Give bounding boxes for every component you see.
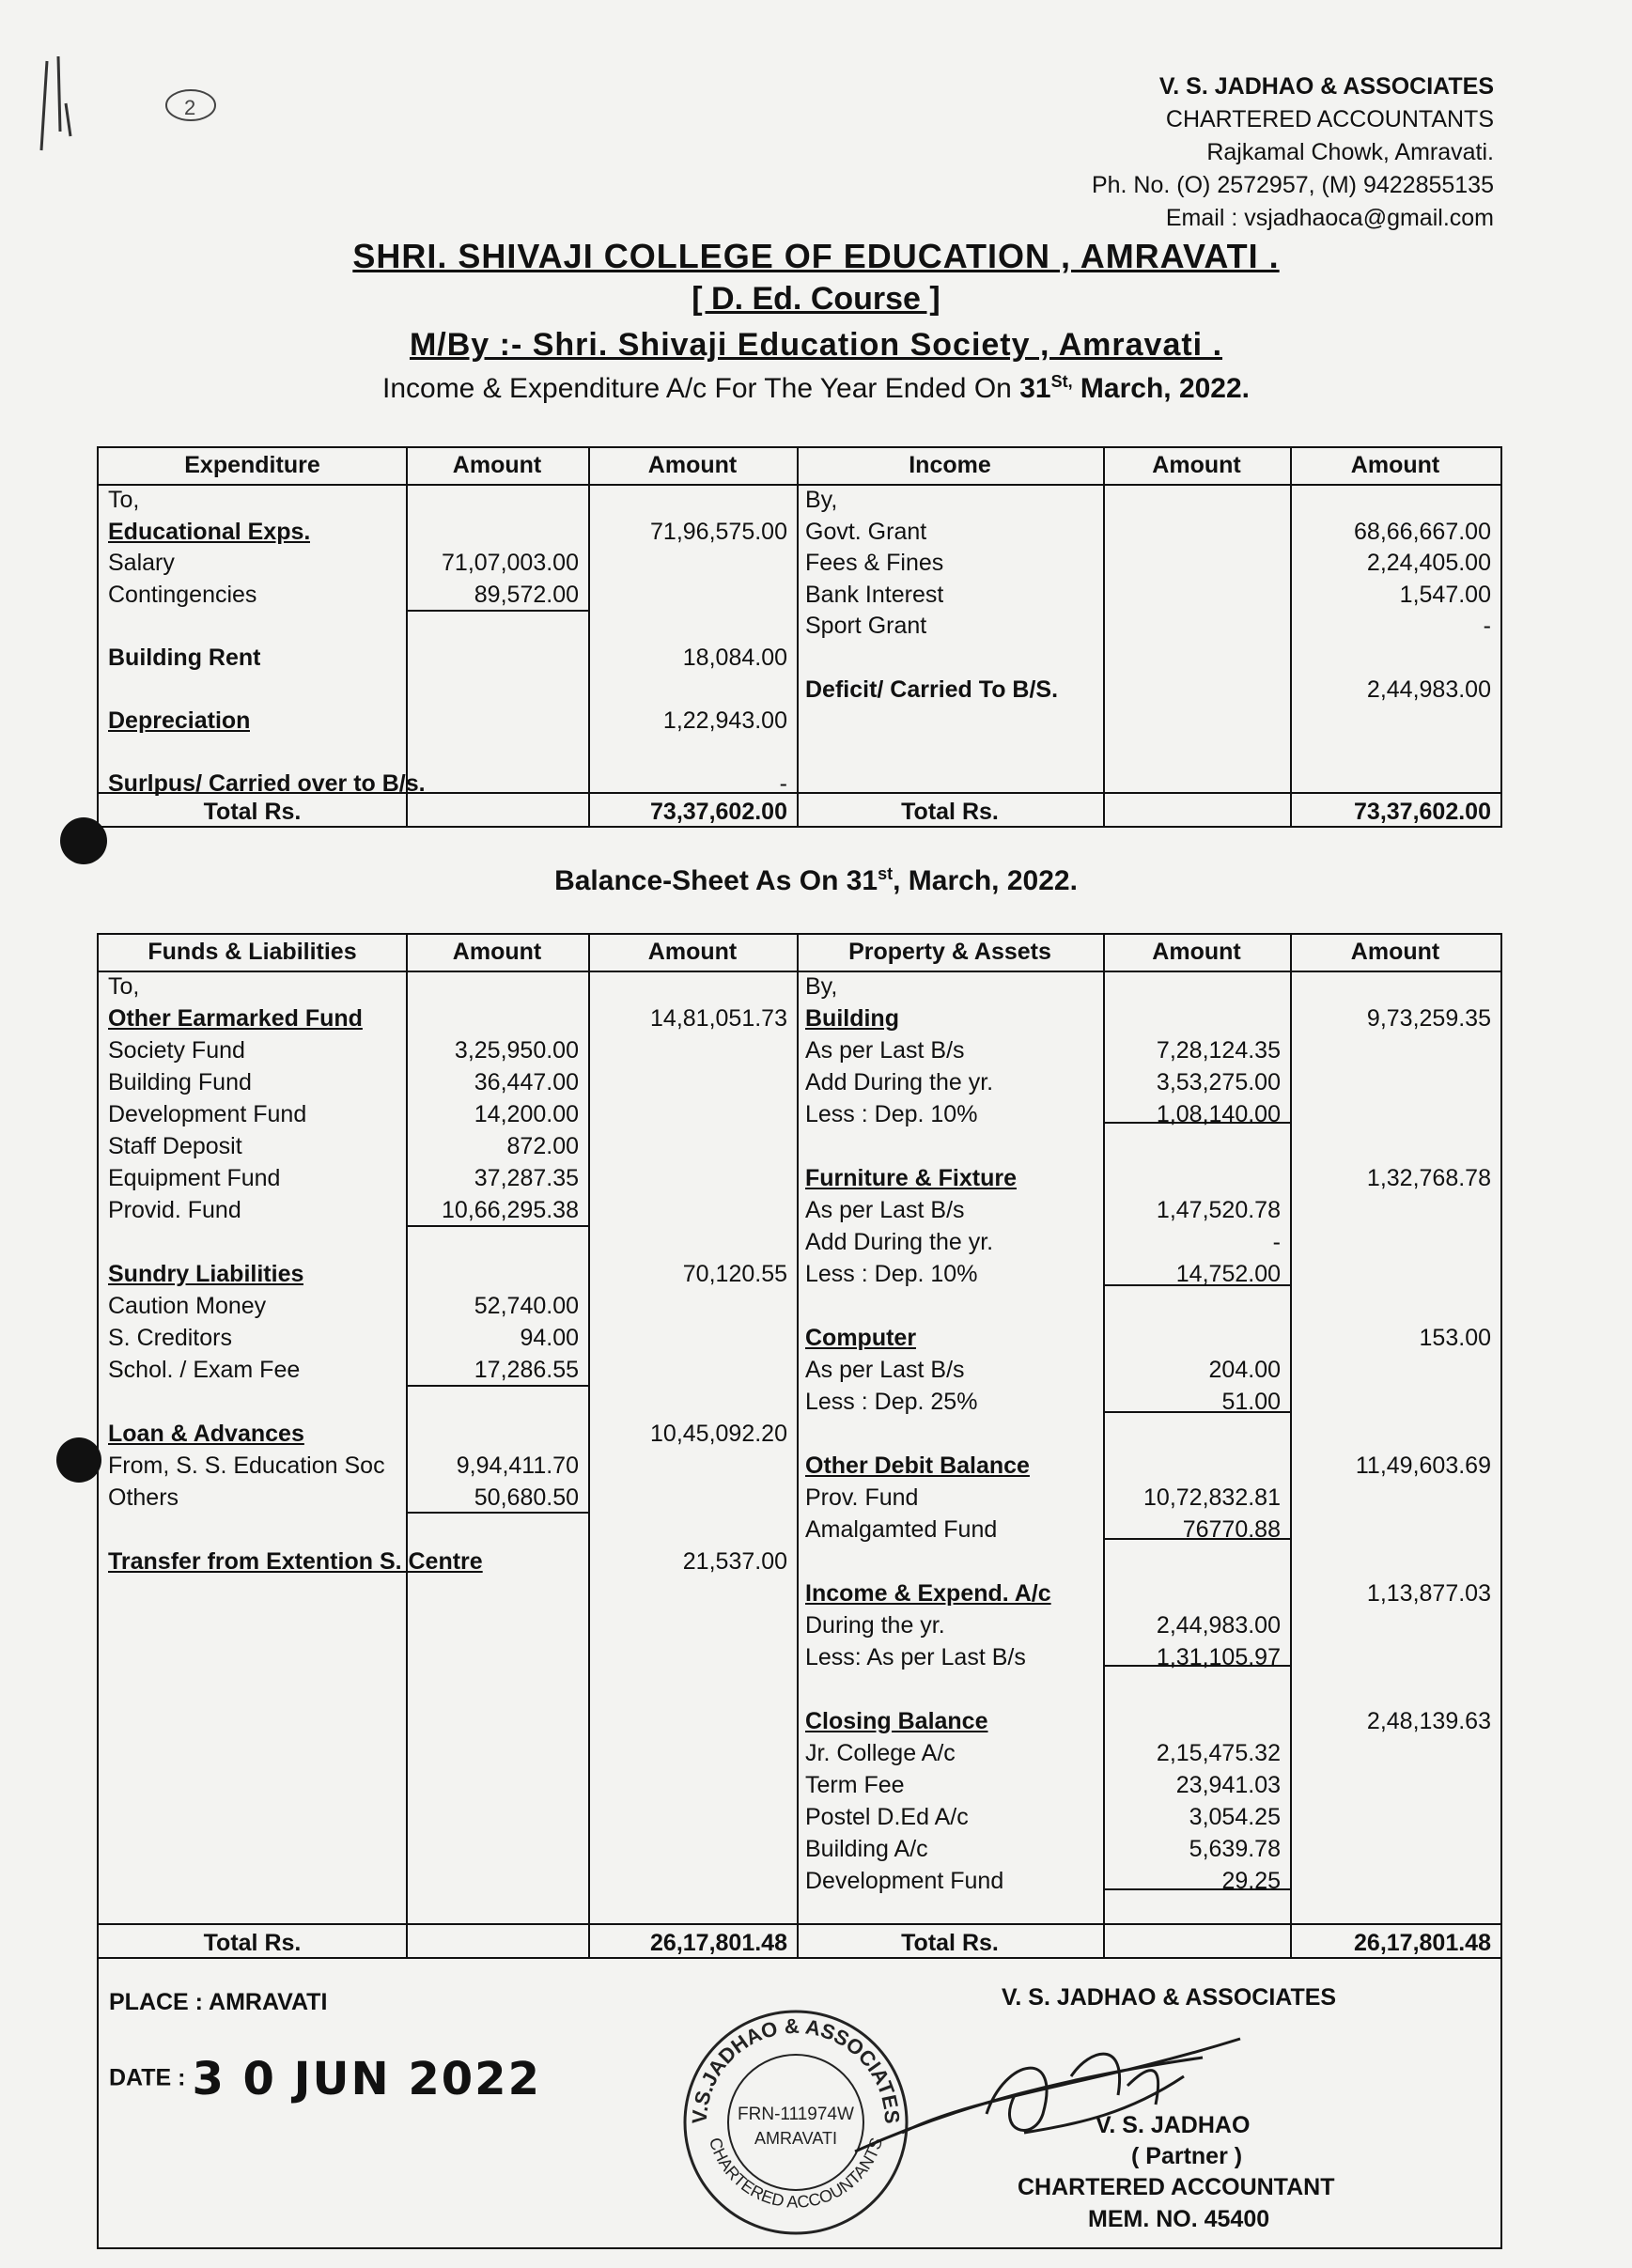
ie-right-amount-2: 68,66,667.00 bbox=[1354, 518, 1491, 545]
bs-left-amount-1: 52,740.00 bbox=[474, 1293, 579, 1319]
handwritten-mark bbox=[19, 47, 225, 179]
ie-header-3: Income bbox=[909, 452, 991, 478]
college-title: SHRI. SHIVAJI COLLEGE OF EDUCATION , AMRAVATI . bbox=[352, 237, 1280, 275]
bs-header-3: Property & Assets bbox=[848, 939, 1051, 965]
bs-left-amount-1: 94.00 bbox=[520, 1325, 579, 1351]
ie-left-label: Depreciation bbox=[108, 707, 251, 735]
ie-header-1: Amount bbox=[452, 452, 542, 478]
stamp-frn: FRN-111974W bbox=[738, 2105, 854, 2124]
bs-header-2: Amount bbox=[647, 939, 738, 965]
ie-left-amount-2: - bbox=[779, 770, 787, 798]
stamp-ring-bottom: CHARTERED ACCOUNTANTS bbox=[705, 2135, 887, 2212]
ie-title: Income & Expenditure A/c For The Year Ended On $31^{St,}$ March, 2022. bbox=[381, 372, 1251, 404]
bs-right-amount-1: 3,054.25 bbox=[1189, 1804, 1281, 1830]
income-expenditure-table bbox=[97, 446, 1502, 828]
bs-right-amount-1: 1,31,105.97 bbox=[1156, 1644, 1281, 1670]
bs-left-amount-2: 14,81,051.73 bbox=[650, 1005, 787, 1032]
bs-left-label: S. Creditors bbox=[108, 1325, 232, 1351]
ie-right-label: By, bbox=[805, 487, 838, 513]
signature bbox=[846, 2020, 1259, 2170]
bs-left-amount-1: 3,25,950.00 bbox=[454, 1037, 579, 1064]
course-title: [ D. Ed. Course ] bbox=[692, 281, 940, 317]
bs-left-label: Caution Money bbox=[108, 1293, 267, 1319]
date-line: DATE : 3 0 JUN 2022 bbox=[109, 2053, 541, 2105]
bs-total-label-left: Total Rs. bbox=[203, 1930, 302, 1956]
bs-right-amount-2: 153.00 bbox=[1419, 1325, 1491, 1351]
bs-right-label: During the yr. bbox=[805, 1612, 945, 1639]
bs-left-label: Equipment Fund bbox=[108, 1165, 281, 1191]
firm-name: V. S. JADHAO & ASSOCIATES bbox=[1158, 73, 1494, 100]
bs-left-amount-1: 50,680.50 bbox=[474, 1484, 579, 1511]
bs-right-label: Building A/c bbox=[805, 1836, 928, 1862]
bs-header-1: Amount bbox=[452, 939, 542, 965]
bs-left-amount-1: 10,66,295.38 bbox=[442, 1197, 579, 1223]
bs-left-amount-1: 37,287.35 bbox=[474, 1165, 579, 1191]
bs-left-label: Building Fund bbox=[108, 1069, 252, 1095]
ie-total-label-right: Total Rs. bbox=[901, 799, 999, 825]
ie-right-label: Fees & Fines bbox=[805, 550, 944, 577]
bs-left-label: Staff Deposit bbox=[108, 1133, 242, 1159]
bs-right-amount-1: 76770.88 bbox=[1182, 1516, 1281, 1543]
bs-right-amount-2: 2,48,139.63 bbox=[1366, 1708, 1491, 1734]
bs-right-amount-1: 23,941.03 bbox=[1175, 1772, 1281, 1798]
ie-right-label: Govt. Grant bbox=[805, 518, 927, 545]
ie-total-left: 73,37,602.00 bbox=[650, 799, 787, 825]
ie-right-amount-2: 2,24,405.00 bbox=[1366, 550, 1491, 577]
bs-right-label: Prov. Fund bbox=[805, 1484, 919, 1511]
place-line: PLACE : AMRAVATI bbox=[109, 1989, 328, 2015]
firm-phone: Ph. No. (O) 2572957, (M) 9422855135 bbox=[1091, 172, 1494, 198]
bs-right-label: Amalgamted Fund bbox=[805, 1516, 998, 1543]
date-stamp: 3 0 JUN 2022 bbox=[192, 2053, 541, 2105]
bs-right-label: Less: As per Last B/s bbox=[805, 1644, 1026, 1670]
balance-sheet-title: Balance-Sheet As On 31st, March, 2022. bbox=[554, 864, 1078, 896]
bs-right-amount-1: 14,752.00 bbox=[1175, 1261, 1281, 1287]
ie-right-amount-2: 1,547.00 bbox=[1399, 581, 1491, 608]
bs-right-label: Add During the yr. bbox=[805, 1069, 994, 1095]
ie-right-label: Bank Interest bbox=[805, 581, 944, 608]
bs-header-0: Funds & Liabilities bbox=[148, 939, 357, 965]
bs-right-label: By, bbox=[805, 973, 838, 1000]
ie-header-5: Amount bbox=[1350, 452, 1440, 478]
ca-designation: CHARTERED ACCOUNTANT bbox=[1018, 2174, 1335, 2200]
bs-right-label: Furniture & Fixture bbox=[805, 1165, 1018, 1191]
firm-address: Rajkamal Chowk, Amravati. bbox=[1206, 139, 1494, 165]
bs-right-amount-1: 1,08,140.00 bbox=[1156, 1101, 1281, 1127]
ie-left-label: Educational Exps. bbox=[108, 518, 311, 545]
bs-right-label: Jr. College A/c bbox=[805, 1740, 956, 1766]
bs-right-amount-1: 29.25 bbox=[1221, 1868, 1281, 1894]
ie-right-label: Sport Grant bbox=[805, 613, 927, 640]
ie-header-4: Amount bbox=[1152, 452, 1241, 478]
bs-right-label: As per Last B/s bbox=[805, 1357, 965, 1383]
ie-left-amount-2: 18,084.00 bbox=[682, 645, 787, 671]
bs-right-label: As per Last B/s bbox=[805, 1037, 965, 1064]
bs-header-5: Amount bbox=[1350, 939, 1440, 965]
ie-left-amount-1: 89,572.00 bbox=[474, 581, 579, 608]
bs-right-label: Postel D.Ed A/c bbox=[805, 1804, 969, 1830]
bs-right-amount-1: 3,53,275.00 bbox=[1156, 1069, 1281, 1095]
bs-left-amount-1: 9,94,411.70 bbox=[456, 1452, 579, 1479]
bs-right-amount-2: 1,32,768.78 bbox=[1366, 1165, 1491, 1191]
punch-hole-mark bbox=[56, 1437, 101, 1483]
ie-total-right: 73,37,602.00 bbox=[1354, 799, 1491, 825]
membership-no: MEM. NO. 45400 bbox=[1088, 2206, 1270, 2232]
bs-right-amount-1: 10,72,832.81 bbox=[1143, 1484, 1281, 1511]
ie-left-amount-2: 71,96,575.00 bbox=[650, 518, 787, 545]
bs-right-amount-1: 2,44,983.00 bbox=[1156, 1612, 1281, 1639]
bs-left-amount-2: 21,537.00 bbox=[682, 1548, 787, 1575]
ie-left-label: Salary bbox=[108, 550, 175, 577]
bs-left-label: From, S. S. Education Soc bbox=[108, 1452, 385, 1479]
ie-left-label: Building Rent bbox=[108, 645, 261, 671]
partner-role: ( Partner ) bbox=[1131, 2143, 1243, 2169]
bs-left-amount-2: 70,120.55 bbox=[682, 1261, 787, 1287]
ie-left-label: Surlpus/ Carried over to B/s. bbox=[108, 770, 426, 798]
bs-left-label: Society Fund bbox=[108, 1037, 245, 1064]
firm-designation: CHARTERED ACCOUNTANTS bbox=[1165, 106, 1494, 132]
bs-right-label: Building bbox=[805, 1005, 899, 1032]
partner-name: V. S. JADHAO bbox=[1096, 2112, 1251, 2138]
bs-left-amount-1: 36,447.00 bbox=[474, 1069, 579, 1095]
bs-right-label: Computer bbox=[805, 1325, 917, 1351]
bs-right-amount-1: 1,47,520.78 bbox=[1156, 1197, 1281, 1223]
bs-total-right: 26,17,801.48 bbox=[1354, 1930, 1491, 1956]
bs-left-amount-1: 17,286.55 bbox=[474, 1357, 579, 1383]
bs-left-amount-1: 872.00 bbox=[506, 1133, 579, 1159]
bs-left-amount-1: 14,200.00 bbox=[474, 1101, 579, 1127]
bs-right-label: Other Debit Balance bbox=[805, 1452, 1030, 1479]
ie-left-amount-2: 1,22,943.00 bbox=[662, 707, 787, 735]
bs-right-label: Income & Expend. A/c bbox=[805, 1580, 1051, 1607]
stamp-ring-top: V.S.JADHAO & ASSOCIATES bbox=[687, 2013, 905, 2125]
firm-header bbox=[1015, 70, 1494, 235]
balance-sheet-table bbox=[97, 933, 1502, 1959]
bs-right-amount-1: 5,639.78 bbox=[1189, 1836, 1281, 1862]
bs-header-4: Amount bbox=[1152, 939, 1241, 965]
bs-right-amount-1: 7,28,124.35 bbox=[1156, 1037, 1281, 1064]
bs-right-label: As per Last B/s bbox=[805, 1197, 965, 1223]
ie-left-amount-1: 71,07,003.00 bbox=[442, 550, 579, 577]
bs-left-label: Other Earmarked Fund bbox=[108, 1005, 363, 1032]
bs-right-amount-1: 2,15,475.32 bbox=[1156, 1740, 1281, 1766]
bs-right-amount-1: 51.00 bbox=[1221, 1389, 1281, 1415]
ie-right-amount-2: - bbox=[1483, 613, 1491, 640]
bs-right-amount-1: 204.00 bbox=[1208, 1357, 1281, 1383]
punch-hole-mark bbox=[60, 817, 107, 864]
ie-left-label: To, bbox=[108, 487, 140, 513]
firm-name-footer: V. S. JADHAO & ASSOCIATES bbox=[1002, 1984, 1337, 2011]
bs-left-label: Others bbox=[108, 1484, 179, 1511]
ie-total-label-left: Total Rs. bbox=[203, 799, 302, 825]
bs-right-label: Add During the yr. bbox=[805, 1229, 994, 1255]
bs-right-label: Less : Dep. 10% bbox=[805, 1101, 978, 1127]
bs-left-label: Development Fund bbox=[108, 1101, 307, 1127]
bs-total-left: 26,17,801.48 bbox=[650, 1930, 787, 1956]
bs-total-label-right: Total Rs. bbox=[901, 1930, 999, 1956]
ie-right-amount-2: 2,44,983.00 bbox=[1366, 676, 1491, 703]
bs-right-label: Less : Dep. 10% bbox=[805, 1261, 978, 1287]
svg-text:2: 2 bbox=[184, 96, 196, 119]
bs-left-label: Provid. Fund bbox=[108, 1197, 241, 1223]
bs-left-label: To, bbox=[108, 973, 140, 1000]
bs-left-label: Loan & Advances bbox=[108, 1421, 304, 1447]
bs-left-amount-2: 10,45,092.20 bbox=[650, 1421, 787, 1447]
managed-by-title: M/By :- Shri. Shivaji Education Society , Amravati . bbox=[409, 327, 1223, 363]
bs-right-label: Development Fund bbox=[805, 1868, 1004, 1894]
bs-left-label: Sundry Liabilities bbox=[108, 1261, 304, 1287]
bs-right-label: Closing Balance bbox=[805, 1708, 988, 1734]
bs-right-amount-2: 11,49,603.69 bbox=[1355, 1452, 1491, 1479]
ie-left-label: Contingencies bbox=[108, 581, 257, 608]
bs-right-amount-2: 9,73,259.35 bbox=[1366, 1005, 1491, 1032]
ie-header-2: Amount bbox=[647, 452, 738, 478]
bs-right-label: Term Fee bbox=[805, 1772, 905, 1798]
bs-right-amount-1: - bbox=[1272, 1229, 1281, 1255]
ie-header-0: Expenditure bbox=[184, 452, 320, 478]
stamp-city: AMRAVATI bbox=[754, 2129, 838, 2148]
bs-left-label: Schol. / Exam Fee bbox=[108, 1357, 301, 1383]
ie-right-label: Deficit/ Carried To B/S. bbox=[805, 676, 1059, 703]
bs-right-amount-2: 1,13,877.03 bbox=[1366, 1580, 1491, 1607]
bs-right-label: Less : Dep. 25% bbox=[805, 1389, 978, 1415]
firm-email: Email : vsjadhaoca@gmail.com bbox=[1165, 205, 1494, 231]
bs-left-label: Transfer from Extention S. Centre bbox=[108, 1548, 483, 1575]
